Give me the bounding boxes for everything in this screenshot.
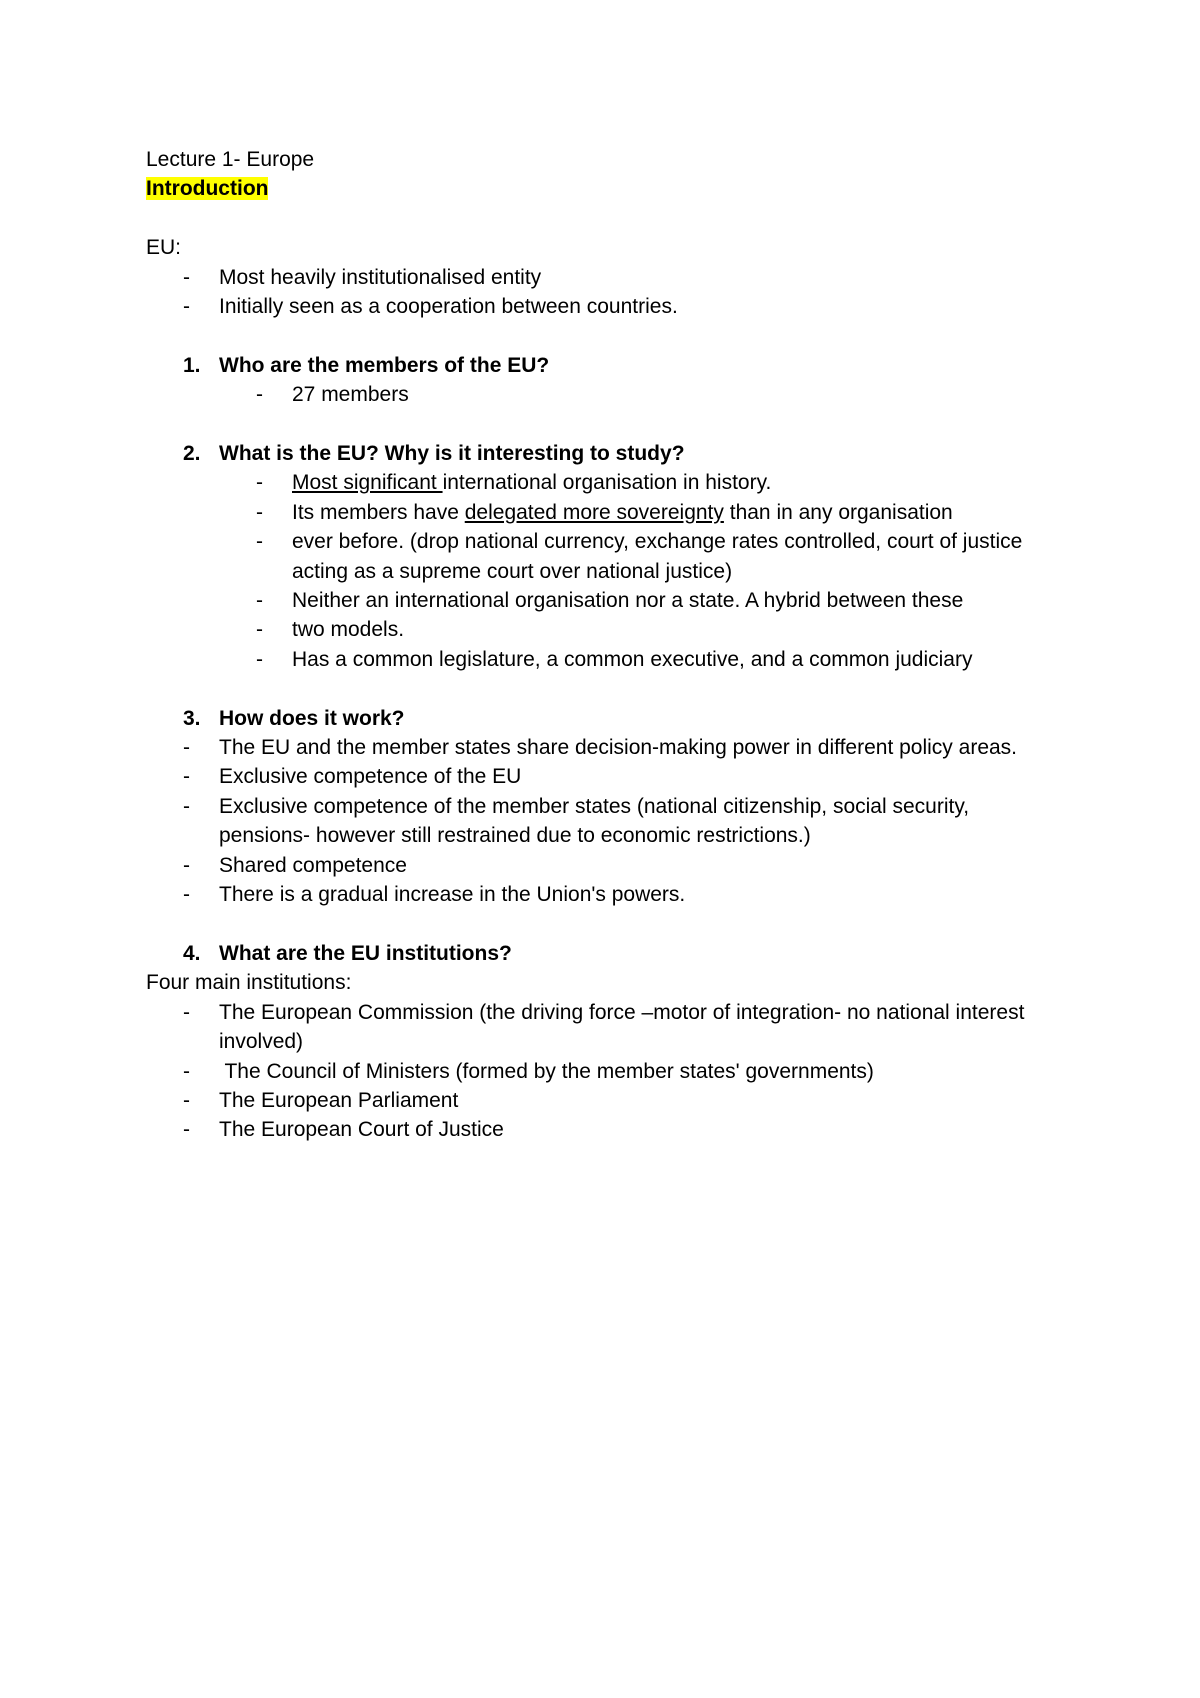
list-item <box>146 792 1046 851</box>
eu-label: EU: <box>146 236 182 260</box>
heading-text: What is the EU? Why is it interesting to study? <box>219 442 685 466</box>
question-4-heading <box>146 939 1046 968</box>
list-item <box>146 880 1046 909</box>
blank-line <box>146 674 1046 703</box>
list-item <box>146 498 1046 527</box>
bullet-dash: - <box>183 265 190 289</box>
bullet-dash: - <box>183 765 190 789</box>
bullet-text: international organisation in history. <box>442 471 772 495</box>
list-number: 2. <box>183 442 201 466</box>
list-number: 3. <box>183 706 201 730</box>
bullet-text: Initially seen as a cooperation between countries. <box>219 295 678 319</box>
bullet-text: ever before. (drop national currency, exchange rates controlled, court of justice acting as a supreme court over national justice) <box>292 530 1023 583</box>
bullet-text: The European Court of Justice <box>219 1118 504 1142</box>
document-body <box>146 145 1046 1145</box>
heading-text: How does it work? <box>219 706 405 730</box>
list-item <box>146 645 1046 674</box>
list-item <box>146 468 1046 497</box>
bullet-dash: - <box>183 853 190 877</box>
underlined-text: Most significant <box>292 471 443 495</box>
bullet-text: two models. <box>292 618 405 642</box>
blank-line <box>146 204 1046 233</box>
bullet-dash: - <box>183 1118 190 1142</box>
bullet-dash: - <box>183 1088 190 1112</box>
bullet-dash: - <box>183 1000 190 1024</box>
list-item <box>146 615 1046 644</box>
bullet-dash: - <box>183 1059 190 1083</box>
list-item <box>146 998 1046 1057</box>
bullet-text: Exclusive competence of the EU <box>219 765 522 789</box>
bullet-dash: - <box>256 589 263 613</box>
bullet-text: Has a common legislature, a common executive, and a common judiciary <box>292 647 973 671</box>
section-heading-introduction: Introduction <box>146 177 269 201</box>
heading-text: What are the EU institutions? <box>219 941 512 965</box>
bullet-dash: - <box>256 618 263 642</box>
list-item <box>146 1057 1046 1086</box>
bullet-text: than in any organisation <box>723 500 953 524</box>
bullet-text: Its members have <box>292 500 465 524</box>
bullet-dash: - <box>256 500 263 524</box>
question-1-heading <box>146 351 1046 380</box>
heading-text: Who are the members of the EU? <box>219 353 550 377</box>
list-item <box>146 586 1046 615</box>
bullet-dash: - <box>256 383 263 407</box>
list-item <box>146 851 1046 880</box>
bullet-text: Shared competence <box>219 853 407 877</box>
bullet-dash: - <box>183 883 190 907</box>
list-item <box>146 527 1046 586</box>
list-item <box>146 733 1046 762</box>
bullet-text: Most heavily institutionalised entity <box>219 265 542 289</box>
question-3-heading <box>146 704 1046 733</box>
list-item <box>146 263 1046 292</box>
list-item <box>146 380 1046 409</box>
bullet-text: The Council of Ministers (formed by the member states' governments) <box>219 1059 874 1083</box>
institutions-intro: Four main institutions: <box>146 971 352 995</box>
list-item <box>146 762 1046 791</box>
document-title: Lecture 1- Europe <box>146 148 315 171</box>
question-2-heading <box>146 439 1046 468</box>
bullet-dash: - <box>183 736 190 760</box>
bullet-dash: - <box>183 295 190 319</box>
blank-line <box>146 410 1046 439</box>
bullet-text: The European Commission (the driving force –motor of integration- no national interest involved) <box>219 1000 1025 1054</box>
list-item <box>146 292 1046 321</box>
bullet-text: There is a gradual increase in the Union's powers. <box>219 883 686 907</box>
bullet-dash: - <box>256 647 263 671</box>
list-number: 1. <box>183 353 201 377</box>
list-item <box>146 1115 1046 1144</box>
bullet-text: 27 members <box>292 383 409 407</box>
blank-line <box>146 910 1046 939</box>
bullet-dash: - <box>183 794 190 818</box>
blank-line <box>146 321 1046 350</box>
underlined-text: delegated more sovereignty <box>464 500 724 524</box>
bullet-text: Neither an international organisation nor a state. A hybrid between these <box>292 589 964 613</box>
list-item <box>146 1086 1046 1115</box>
bullet-text: The European Parliament <box>219 1088 459 1112</box>
bullet-dash: - <box>256 530 263 554</box>
list-number: 4. <box>183 941 201 965</box>
bullet-text: Exclusive competence of the member states (national citizenship, social security, pensions- however still restrained due to economic restrictions.) <box>219 794 970 848</box>
bullet-dash: - <box>256 471 263 495</box>
bullet-text: The EU and the member states share decision-making power in different policy areas. <box>219 736 1018 760</box>
